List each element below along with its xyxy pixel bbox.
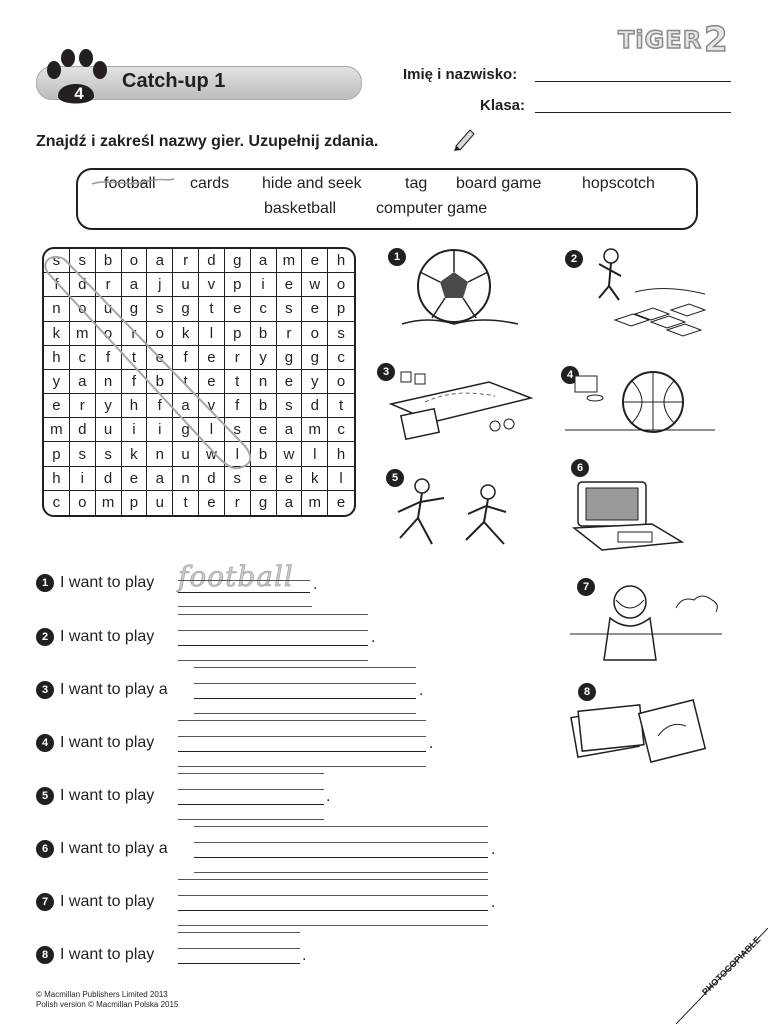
grid-cell[interactable]: e: [44, 394, 70, 418]
grid-cell[interactable]: o: [328, 273, 354, 297]
grid-cell[interactable]: e: [277, 273, 303, 297]
grid-cell[interactable]: g: [277, 346, 303, 370]
grid-cell[interactable]: s: [277, 394, 303, 418]
grid-cell[interactable]: d: [70, 418, 96, 442]
guide-line: [178, 580, 310, 581]
grid-cell[interactable]: o: [122, 249, 148, 273]
grid-cell[interactable]: o: [70, 297, 96, 321]
grid-cell[interactable]: e: [199, 491, 225, 515]
sentence-4: [36, 734, 154, 752]
grid-cell[interactable]: t: [173, 370, 199, 394]
picture-number: 7: [577, 578, 595, 596]
grid-cell[interactable]: e: [199, 346, 225, 370]
grid-cell[interactable]: i: [70, 467, 96, 491]
answer-line-7[interactable]: [178, 910, 488, 911]
grid-cell[interactable]: i: [251, 273, 277, 297]
grid-cell[interactable]: a: [173, 394, 199, 418]
guide-line: [178, 614, 368, 615]
grid-cell[interactable]: b: [147, 370, 173, 394]
grid-cell[interactable]: e: [225, 297, 251, 321]
grid-cell[interactable]: s: [96, 442, 122, 466]
grid-cell[interactable]: y: [96, 394, 122, 418]
grid-cell[interactable]: y: [302, 370, 328, 394]
guide-line: [178, 932, 300, 933]
grid-cell[interactable]: c: [44, 491, 70, 515]
class-label: Klasa:: [480, 97, 526, 114]
guide-line: [194, 683, 416, 684]
sentence-text: I want to play: [60, 946, 155, 963]
hide-and-seek-icon: [570, 582, 722, 666]
tag-icon: [380, 474, 528, 554]
grid-cell[interactable]: j: [147, 273, 173, 297]
guide-line: [178, 736, 426, 737]
grid-cell[interactable]: n: [96, 370, 122, 394]
grid-cell[interactable]: s: [328, 322, 354, 346]
period: .: [302, 947, 307, 964]
sentence-text: I want to play: [60, 893, 155, 910]
grid-cell[interactable]: m: [44, 418, 70, 442]
guide-line: [178, 720, 426, 721]
grid-cell[interactable]: o: [328, 370, 354, 394]
grid-cell[interactable]: f: [122, 370, 148, 394]
grid-cell[interactable]: u: [147, 491, 173, 515]
grid-cell[interactable]: s: [147, 297, 173, 321]
grid-cell[interactable]: a: [70, 370, 96, 394]
period: .: [429, 735, 434, 752]
unit-number: 4: [74, 84, 84, 103]
grid-cell[interactable]: l: [199, 322, 225, 346]
grid-cell[interactable]: e: [277, 467, 303, 491]
grid-cell[interactable]: e: [251, 418, 277, 442]
grid-cell[interactable]: v: [199, 273, 225, 297]
grid-cell[interactable]: a: [251, 249, 277, 273]
period: .: [491, 894, 496, 911]
answer-line-6[interactable]: [194, 857, 488, 858]
grid-cell[interactable]: d: [199, 467, 225, 491]
grid-cell[interactable]: b: [251, 322, 277, 346]
logo-number: 2: [704, 20, 728, 60]
grid-cell[interactable]: s: [70, 442, 96, 466]
picture-number: 2: [565, 250, 583, 268]
grid-cell[interactable]: l: [199, 418, 225, 442]
grid-cell[interactable]: g: [122, 297, 148, 321]
grid-cell[interactable]: r: [173, 249, 199, 273]
grid-cell[interactable]: t: [225, 370, 251, 394]
answer-line-5[interactable]: [178, 804, 324, 805]
grid-cell[interactable]: t: [122, 346, 148, 370]
picture-number: 6: [571, 459, 589, 477]
grid-cell[interactable]: a: [147, 467, 173, 491]
grid-cell[interactable]: u: [96, 418, 122, 442]
sentence-8: [36, 946, 154, 964]
guide-line: [178, 925, 488, 926]
guide-line: [194, 872, 488, 873]
grid-cell[interactable]: m: [277, 249, 303, 273]
grid-cell[interactable]: w: [199, 442, 225, 466]
grid-cell[interactable]: k: [122, 442, 148, 466]
answer-line-3[interactable]: [194, 698, 416, 699]
page-title: Catch-up 1: [122, 70, 226, 92]
grid-cell[interactable]: o: [70, 491, 96, 515]
grid-cell[interactable]: t: [328, 394, 354, 418]
strikethrough-mark: [88, 172, 176, 192]
period: .: [491, 841, 496, 858]
grid-cell[interactable]: r: [96, 273, 122, 297]
guide-line: [178, 766, 426, 767]
answer-line: [178, 592, 310, 593]
word-hide-and-seek: hide and seek: [262, 175, 362, 192]
grid-cell[interactable]: y: [251, 346, 277, 370]
sentence-5: [36, 787, 154, 805]
grid-cell[interactable]: d: [199, 249, 225, 273]
grid-cell[interactable]: h: [328, 442, 354, 466]
grid-cell[interactable]: l: [225, 442, 251, 466]
grid-cell[interactable]: m: [96, 491, 122, 515]
sentence-text: I want to play: [60, 734, 155, 751]
sentence-1: [36, 574, 154, 592]
guide-line: [178, 606, 312, 607]
grid-cell[interactable]: e: [251, 467, 277, 491]
photocopiable-label: PHOTOCOPIABLE: [700, 934, 763, 998]
guide-line: [194, 842, 488, 843]
guide-line: [194, 826, 488, 827]
grid-cell[interactable]: h: [44, 467, 70, 491]
grid-cell[interactable]: f: [44, 273, 70, 297]
basketball-icon: [565, 368, 717, 442]
grid-cell[interactable]: o: [302, 322, 328, 346]
grid-cell[interactable]: f: [225, 394, 251, 418]
word-tag: tag: [405, 175, 428, 192]
grid-cell[interactable]: w: [277, 442, 303, 466]
sentence-number: 3: [36, 681, 54, 699]
grid-cell[interactable]: k: [173, 322, 199, 346]
sentence-text: I want to play a: [60, 681, 168, 698]
grid-cell[interactable]: a: [147, 249, 173, 273]
grid-cell[interactable]: s: [225, 418, 251, 442]
grid-cell[interactable]: g: [251, 491, 277, 515]
guide-line: [178, 773, 324, 774]
grid-cell[interactable]: a: [277, 418, 303, 442]
period: .: [313, 576, 318, 593]
grid-cell[interactable]: r: [70, 394, 96, 418]
grid-cell[interactable]: t: [199, 297, 225, 321]
picture-number: 5: [386, 469, 404, 487]
grid-cell[interactable]: n: [44, 297, 70, 321]
answer-line-8[interactable]: [178, 963, 300, 964]
grid-cell[interactable]: n: [251, 370, 277, 394]
cards-icon: [566, 696, 710, 766]
grid-cell[interactable]: s: [277, 297, 303, 321]
sentence-3: [36, 681, 168, 699]
grid-cell[interactable]: o: [96, 322, 122, 346]
sentence-number: 8: [36, 946, 54, 964]
guide-line: [178, 948, 300, 949]
grid-cell[interactable]: b: [251, 442, 277, 466]
word-search-grid: [42, 247, 356, 517]
grid-cell[interactable]: c: [328, 418, 354, 442]
grid-cell[interactable]: d: [302, 394, 328, 418]
grid-cell[interactable]: p: [44, 442, 70, 466]
sentence-number: 4: [36, 734, 54, 752]
grid-cell[interactable]: o: [147, 322, 173, 346]
name-field[interactable]: [535, 81, 731, 82]
grid-cell[interactable]: e: [277, 370, 303, 394]
guide-line: [178, 819, 324, 820]
grid-cell[interactable]: p: [122, 491, 148, 515]
sentence-text: I want to play: [60, 574, 155, 591]
grid-cell[interactable]: v: [199, 394, 225, 418]
instruction: Znajdź i zakreśl nazwy gier. Uzupełnij zdania.: [36, 133, 379, 150]
grid-cell[interactable]: d: [70, 273, 96, 297]
board-game-icon: [385, 368, 535, 444]
word-football: football: [104, 175, 156, 192]
guide-line: [178, 895, 488, 896]
picture-number: 4: [561, 366, 579, 384]
grid-cell[interactable]: e: [336, 494, 346, 512]
grid-cell[interactable]: g: [173, 418, 199, 442]
computer-game-icon: [568, 478, 686, 558]
example-answer: football: [178, 560, 294, 593]
word-computer-game: computer game: [376, 200, 488, 217]
grid-cell[interactable]: h: [44, 346, 70, 370]
sentence-6: [36, 840, 168, 858]
guide-line: [194, 713, 416, 714]
grid-cell[interactable]: r: [225, 346, 251, 370]
grid-cell[interactable]: t: [173, 491, 199, 515]
grid-cell[interactable]: m: [70, 322, 96, 346]
grid-cell[interactable]: p: [225, 273, 251, 297]
grid-cell[interactable]: a: [277, 491, 303, 515]
copyright-line: Polish version © Macmillan Polska 2015: [36, 1000, 179, 1009]
grid-cell[interactable]: h: [328, 249, 354, 273]
copyright-line: © Macmillan Publishers Limited 2013: [36, 990, 168, 999]
grid-cell[interactable]: u: [173, 273, 199, 297]
grid-cell[interactable]: b: [96, 249, 122, 273]
grid-cell[interactable]: c: [70, 346, 96, 370]
sentence-number: 7: [36, 893, 54, 911]
grid-cell[interactable]: e: [302, 249, 328, 273]
grid-cell[interactable]: i: [147, 418, 173, 442]
grid-cell[interactable]: e: [302, 297, 328, 321]
grid-cell[interactable]: d: [96, 467, 122, 491]
sentence-number: 2: [36, 628, 54, 646]
grid-cell[interactable]: p: [225, 322, 251, 346]
guide-line: [178, 879, 488, 880]
guide-line: [178, 630, 368, 631]
sentence-text: I want to play a: [60, 840, 168, 857]
grid-cell[interactable]: f: [173, 346, 199, 370]
grid-cell[interactable]: r: [277, 322, 303, 346]
grid-cell[interactable]: s: [225, 467, 251, 491]
answer-line-2[interactable]: [178, 645, 368, 646]
grid-cell[interactable]: u: [173, 442, 199, 466]
sentence-2: [36, 628, 154, 646]
grid-cell[interactable]: a: [122, 273, 148, 297]
grid-cell[interactable]: e: [147, 346, 173, 370]
picture-number: 1: [388, 248, 406, 266]
grid-cell[interactable]: u: [96, 297, 122, 321]
grid-cell[interactable]: e: [199, 370, 225, 394]
grid-cell[interactable]: h: [122, 394, 148, 418]
grid-cell[interactable]: f: [147, 394, 173, 418]
period: .: [419, 682, 424, 699]
sentence-text: I want to play: [60, 787, 155, 804]
answer-line-4[interactable]: [178, 751, 426, 752]
sentence-7: [36, 893, 154, 911]
period: .: [371, 629, 376, 646]
grid-cell[interactable]: n: [173, 467, 199, 491]
grid-cell[interactable]: n: [147, 442, 173, 466]
grid-cell[interactable]: g: [173, 297, 199, 321]
grid-cell[interactable]: k: [44, 322, 70, 346]
word-cards: cards: [190, 175, 230, 192]
word-hopscotch: hopscotch: [582, 175, 655, 192]
period: .: [326, 788, 331, 805]
guide-line: [178, 660, 368, 661]
picture-number: 3: [377, 363, 395, 381]
grid-cell[interactable]: w: [302, 273, 328, 297]
grid-cell[interactable]: c: [251, 297, 277, 321]
word-board-game: board game: [456, 175, 542, 192]
grid-cell[interactable]: s: [44, 249, 70, 273]
sentence-number: 1: [36, 574, 54, 592]
grid-cell[interactable]: s: [70, 249, 96, 273]
logo-text: TiGER: [618, 26, 703, 54]
grid-cell[interactable]: m: [302, 418, 328, 442]
grid-cell[interactable]: p: [328, 297, 354, 321]
grid-cell[interactable]: f: [96, 346, 122, 370]
grid-cell[interactable]: m: [302, 491, 328, 515]
picture-number: 8: [578, 683, 596, 701]
grid-cell[interactable]: r: [225, 491, 251, 515]
grid-cell[interactable]: c: [328, 346, 354, 370]
name-label: Imię i nazwisko:: [403, 66, 518, 83]
grid-cell[interactable]: g: [302, 346, 328, 370]
guide-line: [194, 667, 416, 668]
tiger-logo: [618, 20, 730, 62]
grid-cell[interactable]: l: [328, 467, 354, 491]
grid-cell[interactable]: b: [251, 394, 277, 418]
class-field[interactable]: [535, 112, 731, 113]
football-icon: [398, 246, 522, 330]
grid-cell[interactable]: k: [302, 467, 328, 491]
hopscotch-icon: [575, 244, 715, 342]
pencil-icon: [450, 124, 478, 152]
grid-cell[interactable]: l: [302, 442, 328, 466]
copyright: [36, 990, 178, 1010]
guide-line: [178, 789, 324, 790]
sentence-text: I want to play: [60, 628, 155, 645]
word-basketball: basketball: [264, 200, 337, 217]
grid-cell[interactable]: i: [122, 418, 148, 442]
grid-cell[interactable]: e: [122, 467, 148, 491]
grid-cell[interactable]: r: [122, 322, 148, 346]
grid-cell[interactable]: y: [44, 370, 70, 394]
sentence-number: 5: [36, 787, 54, 805]
grid-cell[interactable]: g: [225, 249, 251, 273]
sentence-number: 6: [36, 840, 54, 858]
